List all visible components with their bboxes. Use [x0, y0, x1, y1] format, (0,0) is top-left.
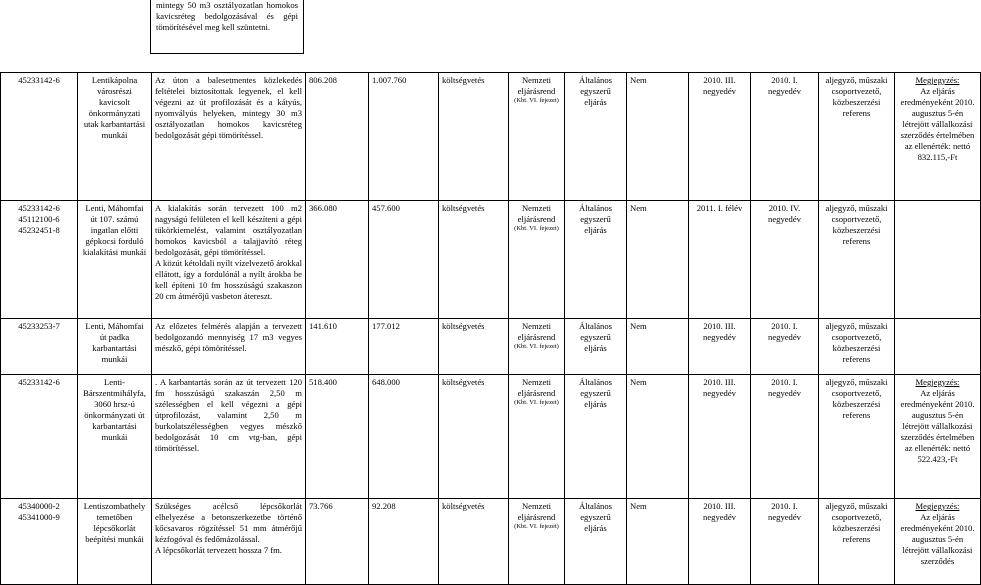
cpv-code: 45340000-2 45341000-9 — [1, 499, 78, 585]
project-description: Az előzetes felmérés alapján a tervezett bedolgozandó mennyiség 17 m3 vegyes mészkő, gépi tömörítéssel. — [152, 319, 306, 375]
procedure-type: Nemzeti eljárásrend (Kbt. VI. fejezet) — [509, 73, 565, 201]
note-cell — [895, 201, 981, 319]
responsible: aljegyző, műszaki csoportvezető, közbeszerzési referens — [819, 201, 895, 319]
carryover-text: mintegy 50 m3 osztályozatlan homokos kavicsréteg bedolgozásával és gépi tömörítésével meg kell szüntetni. — [156, 0, 298, 32]
start-date: 2010. III. negyedév — [689, 375, 751, 499]
carryover-text-cell — [150, 0, 304, 54]
responsible: aljegyző, műszaki csoportvezető, közbeszerzési referens — [819, 319, 895, 375]
note-text: Az eljárás eredményeként 2010. augusztus 5-én létrejött vállalkozási szerződés értelmében az ellenérték: nettó 832.115,-Ft — [900, 86, 975, 162]
note-title: Megjegyzés: — [915, 501, 960, 511]
table-row — [1, 499, 981, 585]
procedure-type: Nemzeti eljárásrend (Kbt. VI. fejezet) — [509, 499, 565, 585]
gross-amount: 177.012 — [369, 319, 439, 375]
note-cell — [895, 499, 981, 585]
gross-amount: 648.000 — [369, 375, 439, 499]
joint-flag: Nem — [627, 375, 689, 499]
cpv-code: 45233253-7 — [1, 319, 78, 375]
start-date: 2011. I. félév — [689, 201, 751, 319]
table-row — [1, 375, 981, 499]
start-date: 2010. III. negyedév — [689, 319, 751, 375]
procedure-kind: Általános egyszerű eljárás — [565, 375, 627, 499]
net-amount: 806.208 — [306, 73, 369, 201]
responsible: aljegyző, műszaki csoportvezető, közbeszerzési referens — [819, 499, 895, 585]
note-cell — [895, 319, 981, 375]
net-amount: 366.080 — [306, 201, 369, 319]
project-name: Lenti, Máhomfai út 107. számú ingatlan előtti gépkocsi forduló kialakítási munkái — [78, 201, 152, 319]
end-date: 2010. I. negyedév — [751, 73, 819, 201]
gross-amount: 1.007.760 — [369, 73, 439, 201]
start-date: 2010. III. negyedév — [689, 73, 751, 201]
end-date: 2010. I. negyedév — [751, 319, 819, 375]
procedure-kind: Általános egyszerű eljárás — [565, 73, 627, 201]
funding-source: költségvetés — [439, 499, 509, 585]
procedure-kind: Általános egyszerű eljárás — [565, 201, 627, 319]
procurement-table — [0, 72, 981, 585]
funding-source: költségvetés — [439, 375, 509, 499]
net-amount: 73.766 — [306, 499, 369, 585]
project-name: Lenti, Máhomfai út padka karbantartási munkái — [78, 319, 152, 375]
funding-source: költségvetés — [439, 201, 509, 319]
project-description: Az úton a balesetmentes közlekedés feltételei biztosítottak legyenek, el kell végezni az út profilozását és a kátyús, nyomvályús helyeken, mintegy 30 m3 osztályozatlan homokos kavicsréteg bedolgozását gépi tömörítéssel. — [152, 73, 306, 201]
gross-amount: 92.208 — [369, 499, 439, 585]
gross-amount: 457.600 — [369, 201, 439, 319]
procedure-kind: Általános egyszerű eljárás — [565, 319, 627, 375]
note-cell — [895, 73, 981, 201]
procedure-type: Nemzeti eljárásrend (Kbt. VI. fejezet) — [509, 201, 565, 319]
funding-source: költségvetés — [439, 319, 509, 375]
table-row — [1, 73, 981, 201]
funding-source: költségvetés — [439, 73, 509, 201]
note-title: Megjegyzés: — [915, 377, 960, 387]
procedure-type: Nemzeti eljárásrend (Kbt. VI. fejezet) — [509, 319, 565, 375]
cpv-code: 45233142-6 — [1, 375, 78, 499]
end-date: 2010. I. negyedév — [751, 375, 819, 499]
note-text: Az eljárás eredményeként 2010. augusztus 5-én létrejött vállalkozási szerződés értelmében az ellenérték: nettó 522.423,-Ft — [900, 388, 975, 464]
procedure-type: Nemzeti eljárásrend (Kbt. VI. fejezet) — [509, 375, 565, 499]
project-description: . A karbantartás során az út tervezett 120 fm hosszúságú szakaszán 2,50 m szélességben el kell végezni a gépi útprofilozást, valamint 2,50 m burkolatszélességben vegyes mészkő bedolgozását 10 cm vtg-ban, gépi tömörítéssel. — [152, 375, 306, 499]
joint-flag: Nem — [627, 73, 689, 201]
end-date: 2010. I. negyedév — [751, 499, 819, 585]
table-row — [1, 319, 981, 375]
responsible: aljegyző, műszaki csoportvezető, közbeszerzési referens — [819, 73, 895, 201]
note-cell — [895, 375, 981, 499]
joint-flag: Nem — [627, 319, 689, 375]
responsible: aljegyző, műszaki csoportvezető, közbeszerzési referens — [819, 375, 895, 499]
project-name: Lenti- Bárszentmihályfa, 3060 hrsz-ú önkormányzati út karbantartási munkái — [78, 375, 152, 499]
project-name: Lentikápolna városrészi kavicsolt önkormányzati utak karbantartási munkái — [78, 73, 152, 201]
net-amount: 141.610 — [306, 319, 369, 375]
procedure-kind: Általános egyszerű eljárás — [565, 499, 627, 585]
cpv-code: 45233142-6 — [1, 73, 78, 201]
project-name: Lentiszombathely temetőben lépcsőkorlát beépítési munkái — [78, 499, 152, 585]
note-text: Az eljárás eredményeként 2010. augusztus 5-én létrejött vállalkozási szerződés — [900, 512, 975, 566]
project-description: A kialakítás során tervezett 100 m2 nagyságú felületen el kell készíteni a gépi tükörkiemelést, valamint osztályozatlan homokos kavicsból a talajjavító réteg bedolgozását, gépi tömörítéssel. A közút kétoldali nyílt vízelvezető árokkal ellátott, így a fordulónál a nyílt árokba be kell építeni 10 fm hosszúságú szakaszon 20 cm átmérőjű vasbeton átereszt. — [152, 201, 306, 319]
end-date: 2010. IV. negyedév — [751, 201, 819, 319]
cpv-code: 45233142-6 45112100-6 45232451-8 — [1, 201, 78, 319]
note-title: Megjegyzés: — [915, 75, 960, 85]
joint-flag: Nem — [627, 201, 689, 319]
net-amount: 518.400 — [306, 375, 369, 499]
table-row — [1, 201, 981, 319]
start-date: 2010. III. negyedév — [689, 499, 751, 585]
joint-flag: Nem — [627, 499, 689, 585]
project-description: Szükséges acélcső lépcsőkorlát elhelyezése a betonszerkezetbe történő kőcsavaros rögzítéssel 51 mm átmérőjű kézfogóval és fedőmázolással. A lépcsőkorlát tervezett hossza 7 fm. — [152, 499, 306, 585]
